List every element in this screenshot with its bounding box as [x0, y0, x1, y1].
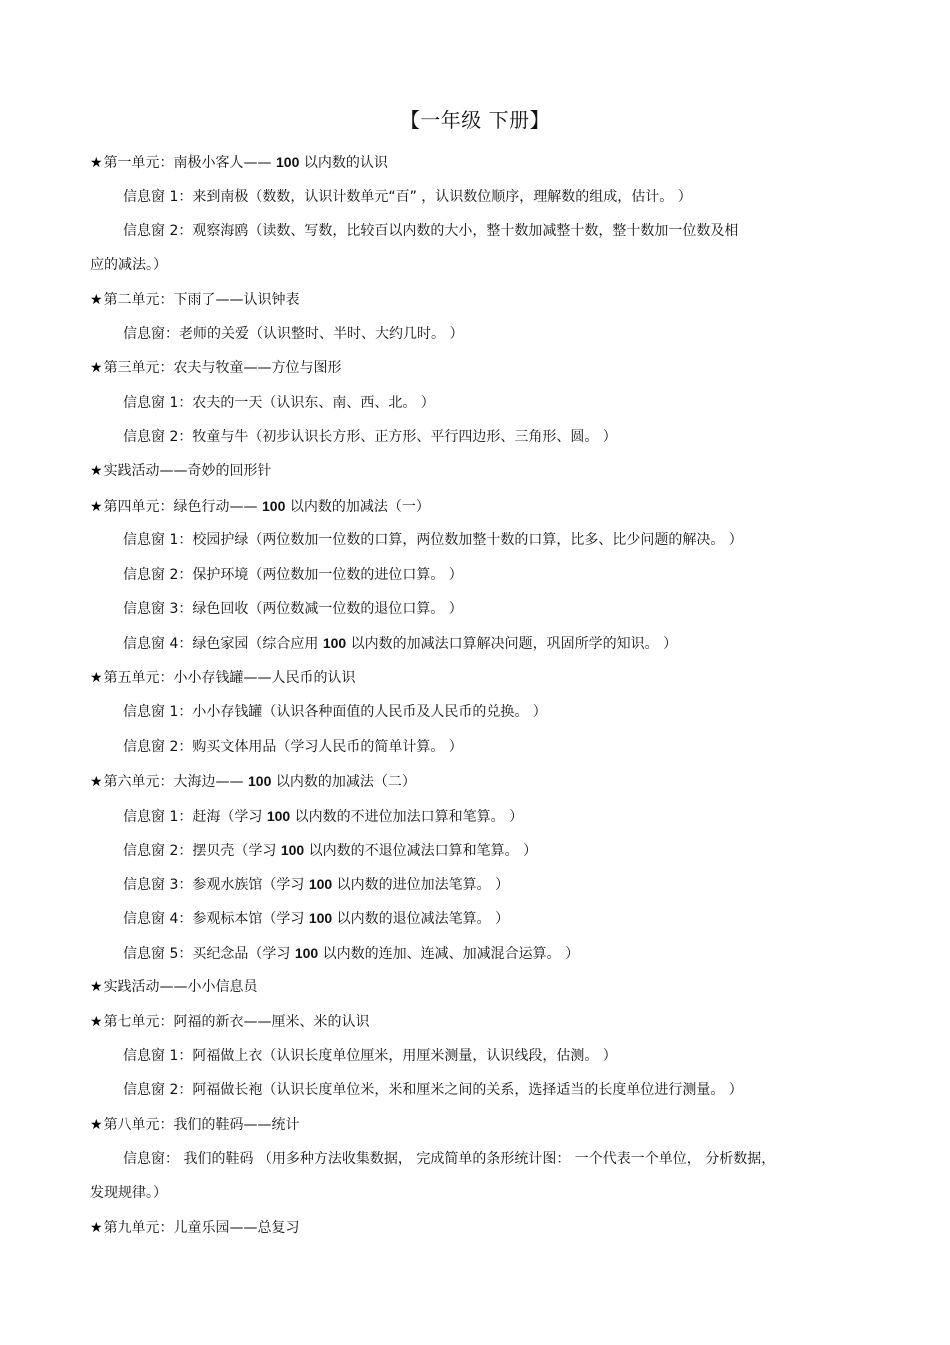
line-text: 第四单元：绿色行动—— 100 以内数的加减法（一） — [103, 498, 430, 515]
info-window-item — [123, 600, 463, 618]
line-text: 信息窗：老师的关爱（认识整时、半时、大约几时。 ） — [123, 326, 464, 342]
info-window-item — [123, 394, 435, 412]
info-window-item — [123, 1047, 617, 1065]
info-window-item — [123, 738, 463, 756]
info-window-item — [123, 531, 743, 549]
line-text: 第二单元：下雨了——认识钟表 — [103, 292, 300, 308]
star-icon: ★ — [90, 979, 103, 995]
star-icon: ★ — [90, 463, 103, 479]
line-text: 应的减法。） — [90, 257, 167, 273]
continuation-text — [90, 1184, 167, 1202]
line-text: 信息窗： 我们的鞋码 （用多种方法收集数据， 完成简单的条形统计图： 一个代表一个单位， 分析数据， — [123, 1151, 776, 1167]
unit-heading — [90, 497, 430, 516]
line-text: 第八单元：我们的鞋码——统计 — [103, 1117, 300, 1133]
line-text: 信息窗 3：参观水族馆（学习 100 以内数的进位加法笔算。 ） — [123, 876, 510, 893]
star-icon: ★ — [90, 670, 103, 686]
line-text: 信息窗 3：绿色回收（两位数减一位数的退位口算。 ） — [123, 601, 463, 617]
unit-heading — [90, 1116, 300, 1134]
line-text: 信息窗 2：观察海鸥（读数、写数，比较百以内数的大小，整十数加减整十数，整十数加一位数及相 — [123, 223, 739, 239]
unit-heading — [90, 1219, 300, 1237]
line-text: 信息窗 2：摆贝壳（学习 100 以内数的不退位减法口算和笔算。 ） — [123, 842, 538, 859]
line-text: 第六单元：大海边—— 100 以内数的加减法（二） — [103, 773, 416, 790]
unit-heading — [90, 978, 258, 996]
info-window-item — [123, 703, 547, 721]
line-text: 信息窗 4：参观标本馆（学习 100 以内数的退位减法笔算。 ） — [123, 910, 510, 927]
star-icon: ★ — [90, 155, 103, 171]
star-icon: ★ — [90, 1117, 103, 1133]
star-icon: ★ — [90, 360, 103, 376]
info-window-item — [123, 1150, 775, 1168]
info-window-item — [123, 909, 509, 928]
info-window-item — [123, 1081, 743, 1099]
line-text: 发现规律。） — [90, 1185, 167, 1201]
info-window-item — [123, 428, 617, 446]
info-window-item — [123, 188, 692, 206]
line-text: 信息窗 5：买纪念品（学习 100 以内数的连加、连减、加减混合运算。 ） — [123, 945, 580, 962]
page-title: 【一年级 下册】 — [399, 108, 551, 132]
line-text: 信息窗 1：农夫的一天（认识东、南、西、北。 ） — [123, 395, 435, 411]
line-text: 第九单元：儿童乐园——总复习 — [103, 1220, 300, 1236]
star-icon: ★ — [90, 499, 103, 515]
unit-heading — [90, 1013, 370, 1031]
line-text: 信息窗 2：保护环境（两位数加一位数的进位口算。 ） — [123, 567, 463, 583]
line-text: 信息窗 1：来到南极（数数，认识计数单元“百” ，认识数位顺序，理解数的组成，估计。 ） — [123, 189, 692, 205]
unit-heading — [90, 772, 416, 791]
line-text: 信息窗 1：赶海（学习 100 以内数的不进位加法口算和笔算。 ） — [123, 808, 524, 825]
star-icon: ★ — [90, 292, 103, 308]
unit-heading — [90, 153, 388, 172]
line-text: 信息窗 2：牧童与牛（初步认识长方形、正方形、平行四边形、三角形、圆。 ） — [123, 429, 617, 445]
info-window-item — [123, 566, 463, 584]
star-icon: ★ — [90, 774, 103, 790]
line-text: 第七单元：阿福的新衣——厘米、米的认识 — [103, 1014, 370, 1030]
unit-heading — [90, 359, 342, 377]
line-text: 第一单元：南极小客人—— 100 以内数的认识 — [103, 154, 388, 171]
info-window-item — [123, 807, 523, 826]
continuation-text — [90, 256, 167, 274]
line-text: 信息窗 1：小小存钱罐（认识各种面值的人民币及人民币的兑换。 ） — [123, 704, 547, 720]
star-icon: ★ — [90, 1014, 103, 1030]
line-text: 信息窗 2：购买文体用品（学习人民币的简单计算。 ） — [123, 739, 463, 755]
line-text: 实践活动——奇妙的回形针 — [103, 463, 272, 479]
line-text: 实践活动——小小信息员 — [103, 979, 258, 995]
line-text: 信息窗 4：绿色家园（综合应用 100 以内数的加减法口算解决问题，巩固所学的知识。 ） — [123, 635, 678, 652]
star-icon: ★ — [90, 1220, 103, 1236]
line-text: 信息窗 1：校园护绿（两位数加一位数的口算，两位数加整十数的口算，比多、比少问题的解决。 ） — [123, 532, 743, 548]
line-text: 第五单元：小小存钱罐——人民币的认识 — [103, 670, 356, 686]
info-window-item — [123, 222, 738, 240]
info-window-item — [123, 634, 677, 653]
line-text: 信息窗 1：阿福做上衣（认识长度单位厘米，用厘米测量，认识线段，估测。 ） — [123, 1048, 617, 1064]
line-text: 第三单元：农夫与牧童——方位与图形 — [103, 360, 342, 376]
info-window-item — [123, 944, 579, 963]
unit-heading — [90, 291, 300, 309]
unit-heading — [90, 462, 272, 480]
info-window-item — [123, 325, 463, 343]
info-window-item — [123, 875, 509, 894]
info-window-item — [123, 841, 537, 860]
line-text: 信息窗 2：阿福做长袍（认识长度单位米，米和厘米之间的关系，选择适当的长度单位进行测量。 ） — [123, 1082, 743, 1098]
unit-heading — [90, 669, 356, 687]
